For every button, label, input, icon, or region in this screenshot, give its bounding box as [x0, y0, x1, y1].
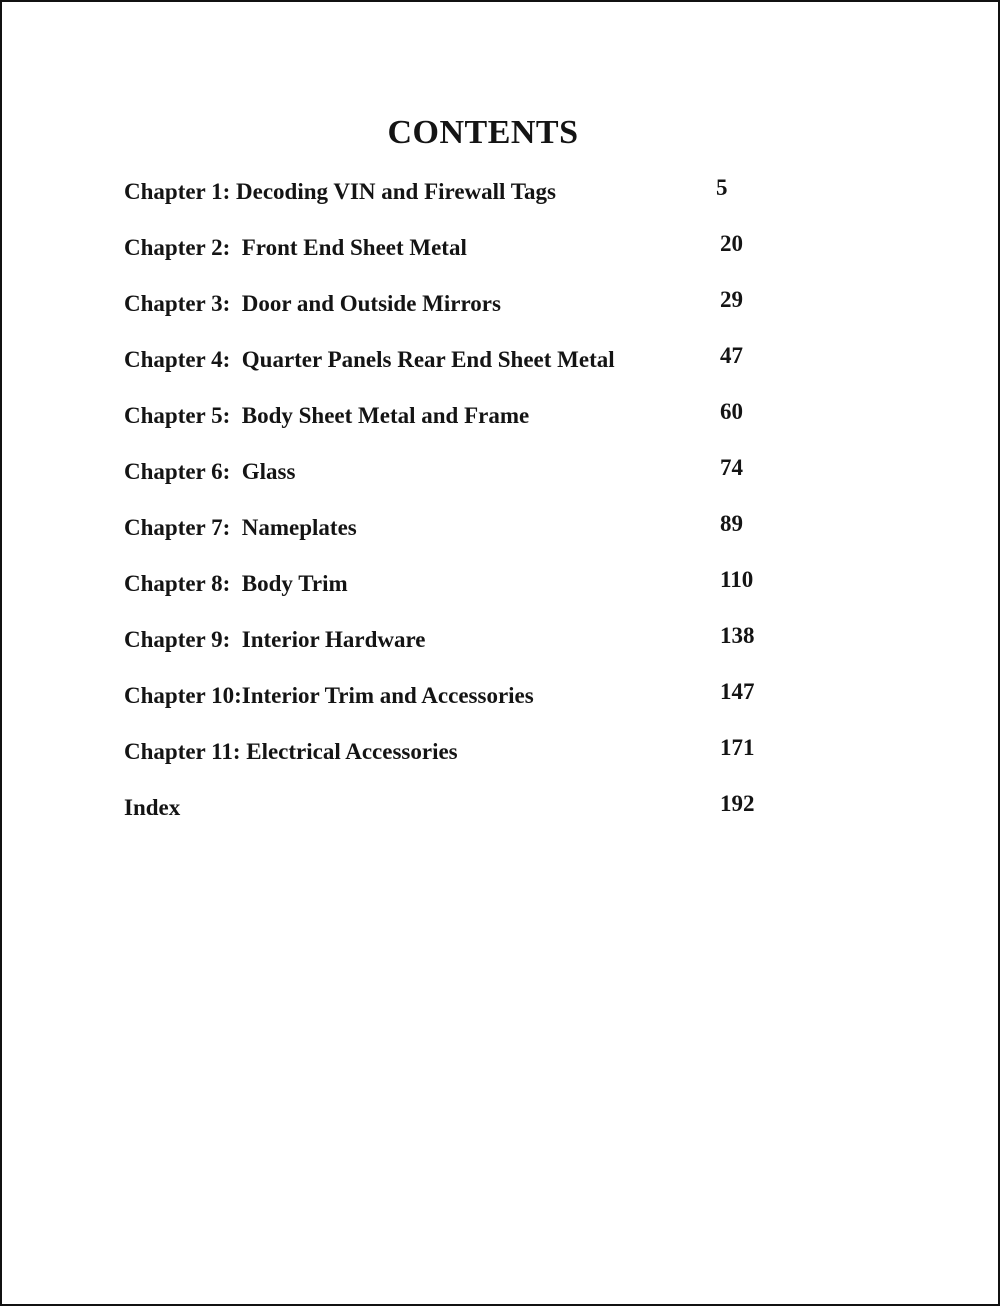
- toc-entry-label: Chapter 3: Door and Outside Mirrors: [124, 291, 501, 316]
- toc-entry-page-number: 60: [720, 399, 743, 424]
- toc-entry-chapter-11: [124, 732, 784, 788]
- toc-entry-label: Index: [124, 795, 181, 820]
- toc-entry-chapter-10: [124, 676, 784, 732]
- toc-entry-page-number: 147: [720, 679, 755, 704]
- toc-entry-label: Chapter 1: Decoding VIN and Firewall Tags: [124, 179, 556, 204]
- toc-entry-chapter-5: [124, 396, 784, 452]
- contents-title: CONTENTS: [387, 114, 579, 151]
- toc-entry-label: Chapter 6: Glass: [124, 459, 296, 484]
- toc-entry-chapter-7: [124, 508, 784, 564]
- toc-entry-label: Chapter 8: Body Trim: [124, 571, 348, 596]
- toc-entry-chapter-9: [124, 620, 784, 676]
- toc-entry-page-number: 138: [720, 623, 755, 648]
- toc-entry-label: Chapter 9: Interior Hardware: [124, 627, 426, 652]
- toc-entry-page-number: 5: [716, 175, 728, 200]
- toc-entry-page-number: 110: [720, 567, 754, 592]
- toc-entry-label: Chapter 5: Body Sheet Metal and Frame: [124, 403, 530, 428]
- toc-entry-page-number: 29: [720, 287, 743, 312]
- toc-entry-label: Chapter 7: Nameplates: [124, 515, 357, 540]
- toc-entry-chapter-8: [124, 564, 784, 620]
- toc-entry-chapter-1: [124, 172, 784, 228]
- toc-entry-index: [124, 788, 784, 844]
- table-of-contents: [124, 172, 784, 844]
- toc-entry-page-number: 192: [720, 791, 755, 816]
- toc-entry-page-number: 171: [720, 735, 755, 760]
- toc-entry-page-number: 47: [720, 343, 743, 368]
- toc-entry-label: Chapter 10:Interior Trim and Accessories: [124, 683, 534, 708]
- toc-entry-page-number: 74: [720, 455, 743, 480]
- toc-entry-chapter-4: [124, 340, 784, 396]
- toc-entry-page-number: 20: [720, 231, 743, 256]
- toc-entry-label: Chapter 4: Quarter Panels Rear End Sheet Metal: [124, 347, 615, 372]
- toc-entry-chapter-6: [124, 452, 784, 508]
- toc-entry-chapter-3: [124, 284, 784, 340]
- toc-entry-label: Chapter 11: Electrical Accessories: [124, 739, 458, 764]
- toc-entry-label: Chapter 2: Front End Sheet Metal: [124, 235, 467, 260]
- toc-entry-chapter-2: [124, 228, 784, 284]
- toc-entry-page-number: 89: [720, 511, 743, 536]
